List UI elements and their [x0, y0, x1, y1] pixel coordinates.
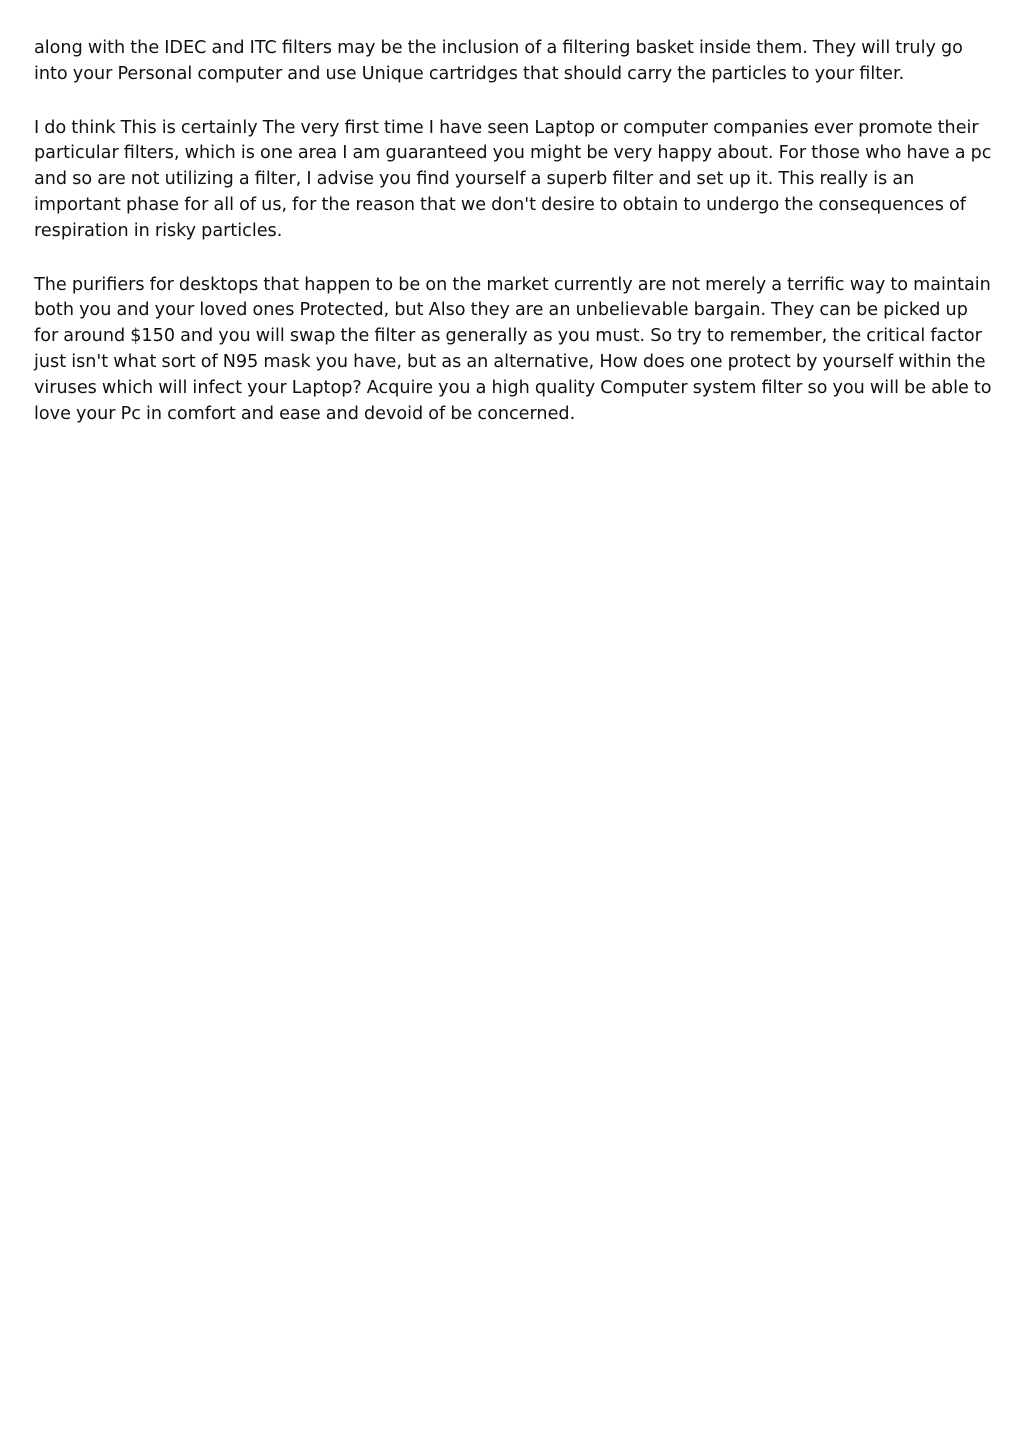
paragraph-1: along with the IDEC and ITC filters may be the inclusion of a filtering basket inside them. They will truly go into your Personal computer and use Unique cartridges that should carry the particles to your filter.	[34, 38, 963, 84]
paragraph-2: I do think This is certainly The very first time I have seen Laptop or computer companies ever promote their particular filters, which is one area I am guaranteed you might be very happy about. For those who have a pc and so are not utilizing a filter, I advise you find yourself a superb filter and set up it. This really is an important phase for all of us, for the reason that we don't desire to obtain to undergo the consequences of respiration in risky particles.	[34, 117, 992, 241]
paragraph-3: The purifiers for desktops that happen to be on the market currently are not merely a terrific way to maintain both you and your loved ones Protected, but Also they are an unbelievable bargain. They can be picked up for around $150 and you will swap the filter as generally as you must. So try to remember, the critical factor just isn't what sort of N95 mask you have, but as an alternative, How does one protect by yourself within the viruses which will infect your Laptop? Acquire you a high quality Computer system filter so you will be able to love your Pc in comfort and ease and devoid of be concerned.	[34, 274, 992, 424]
document-page	[34, 36, 994, 455]
